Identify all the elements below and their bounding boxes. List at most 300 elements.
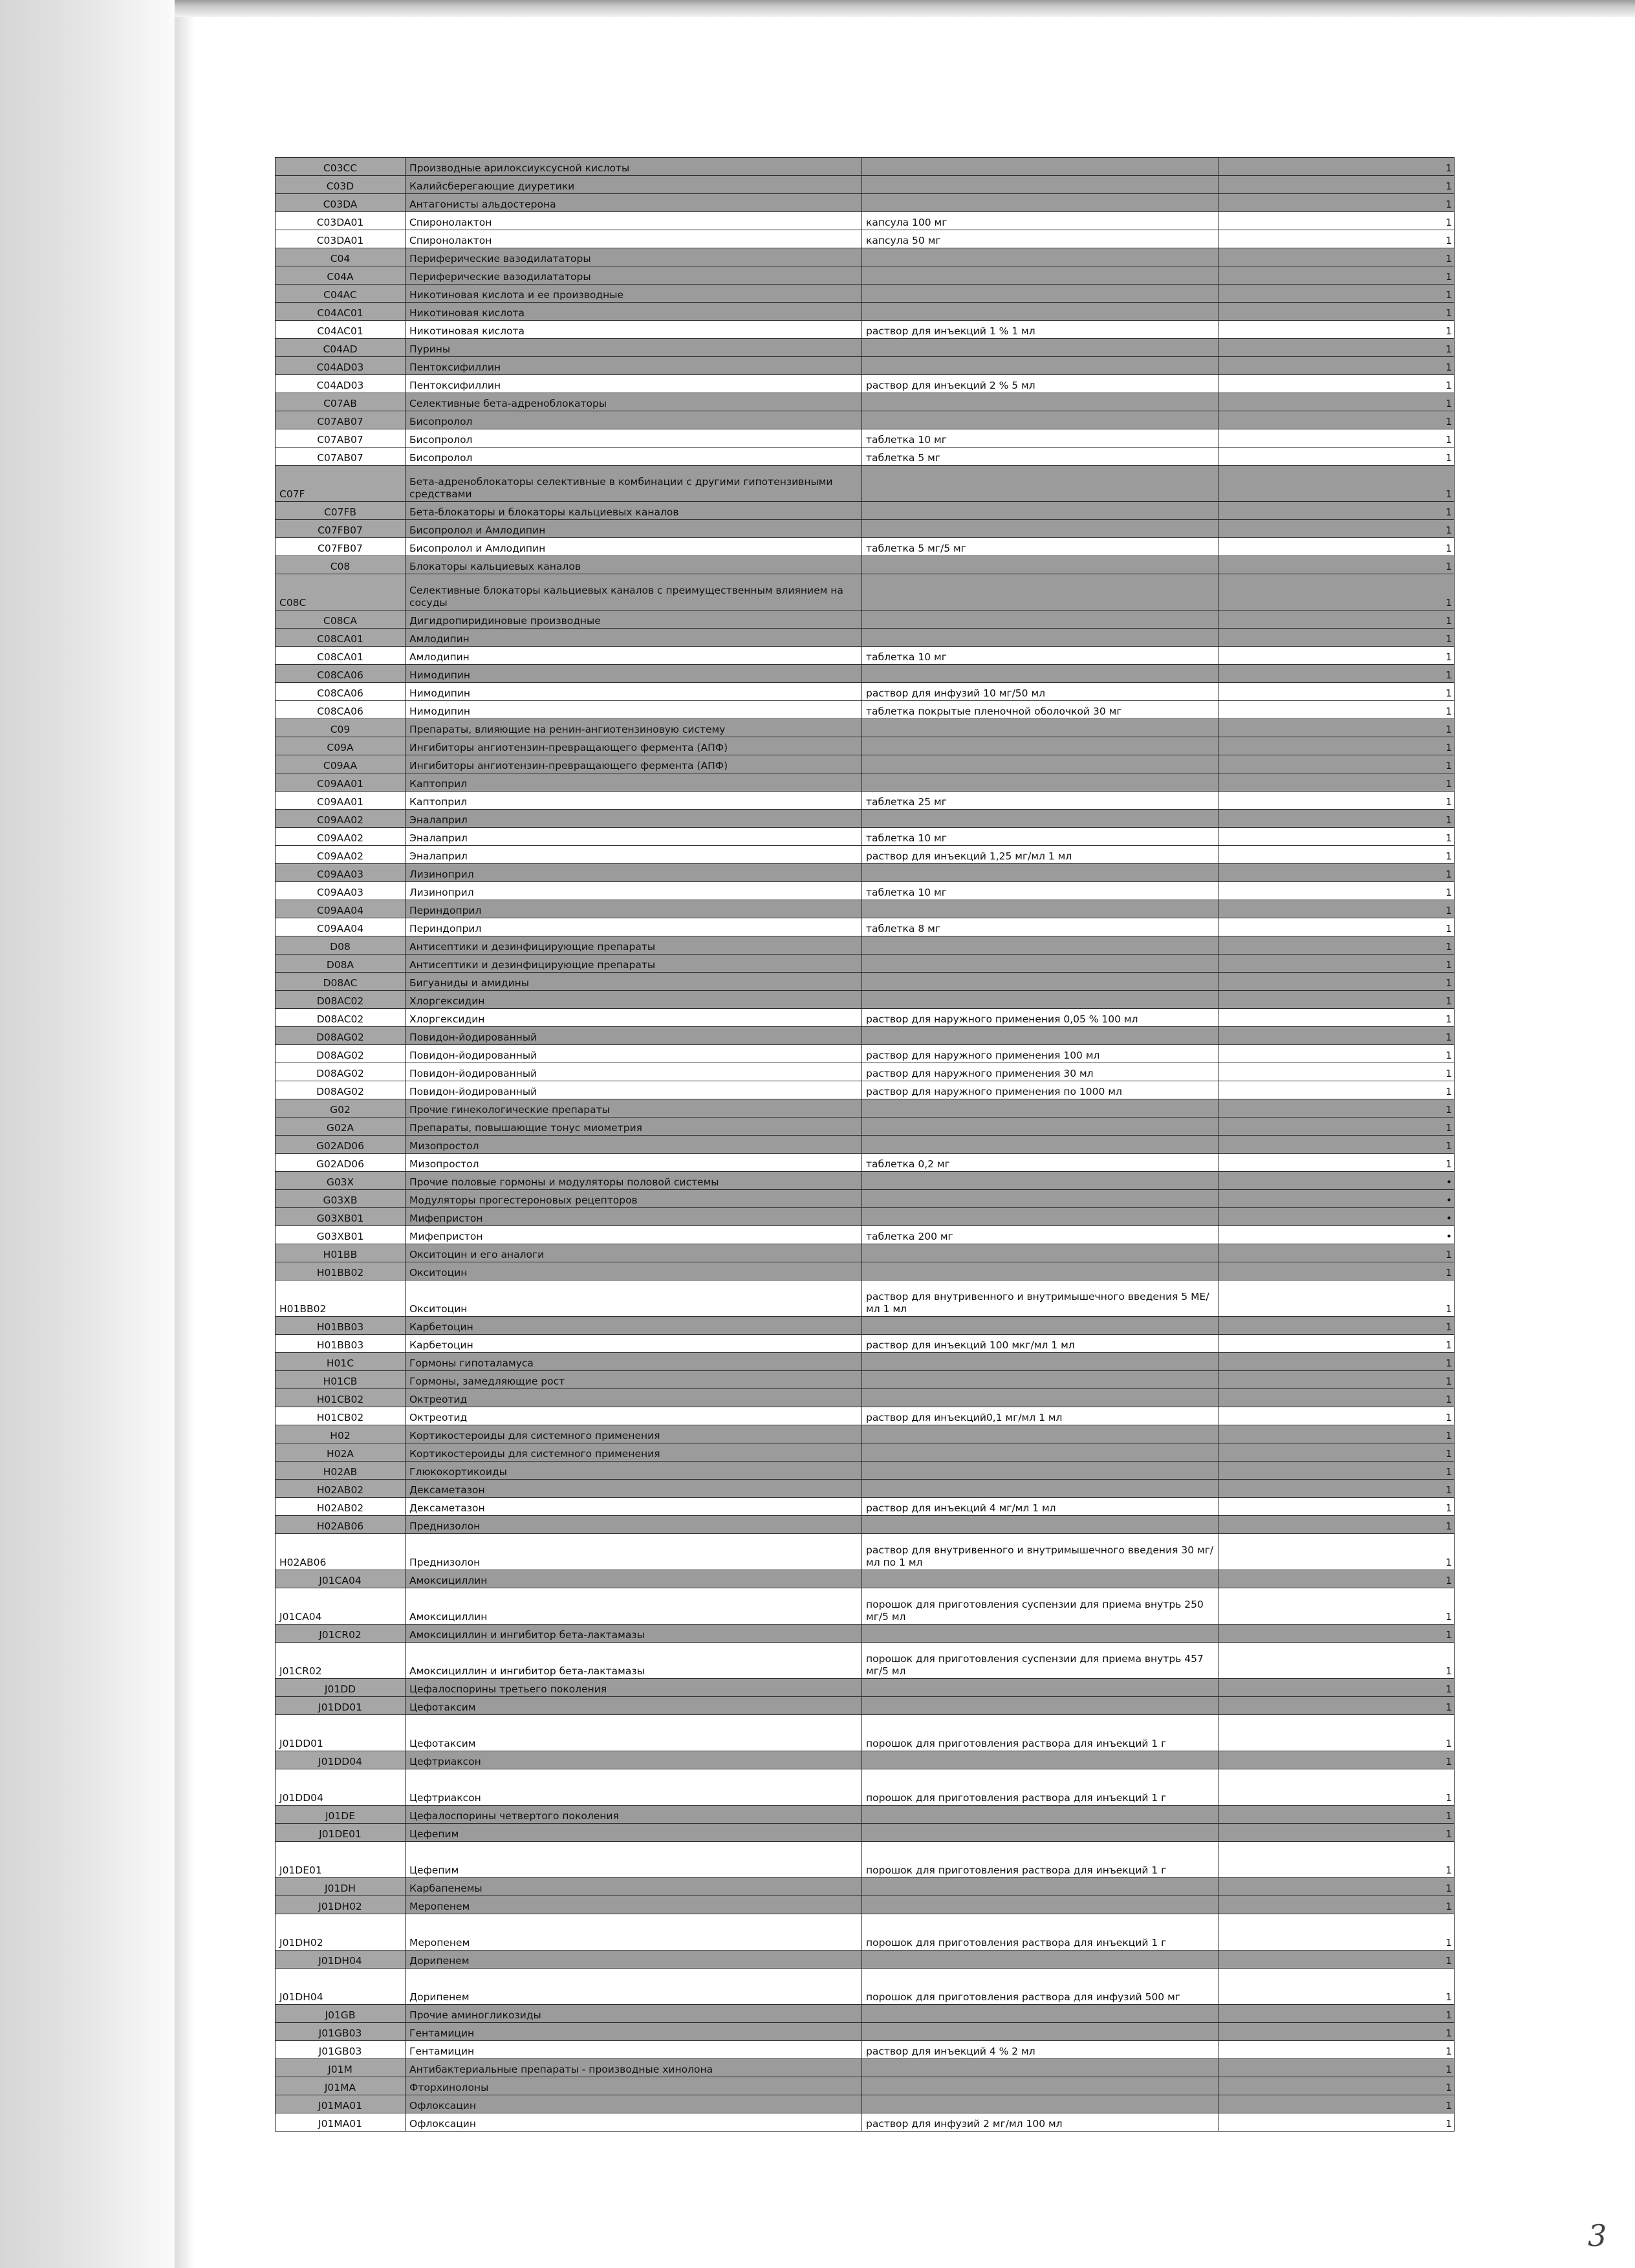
name-cell: Периферические вазодилататоры <box>406 248 862 266</box>
name-cell: Бисопролол <box>406 448 862 466</box>
qty-cell: 1 <box>1218 375 1455 393</box>
table-row <box>276 2041 1455 2059</box>
form-cell <box>862 1625 1218 1643</box>
code-cell: D08AC02 <box>276 991 406 1009</box>
qty-cell: 1 <box>1218 629 1455 647</box>
form-cell: таблетка 10 мг <box>862 647 1218 665</box>
code-cell: G02 <box>276 1099 406 1118</box>
name-cell: Селективные блокаторы кальциевых каналов с преимущественным влиянием на сосуды <box>406 574 862 610</box>
name-cell: Цефепим <box>406 1842 862 1878</box>
qty-cell: 1 <box>1218 339 1455 357</box>
qty-cell: 1 <box>1218 755 1455 773</box>
form-cell: таблетка 5 мг <box>862 448 1218 466</box>
qty-cell: 1 <box>1218 683 1455 701</box>
qty-cell: 1 <box>1218 574 1455 610</box>
name-cell: Антисептики и дезинфицирующие препараты <box>406 955 862 973</box>
table-row <box>276 955 1455 973</box>
qty-cell: 1 <box>1218 1824 1455 1842</box>
qty-cell: 1 <box>1218 1462 1455 1480</box>
code-cell: J01DE <box>276 1806 406 1824</box>
form-cell: капсула 50 мг <box>862 230 1218 248</box>
form-cell: капсула 100 мг <box>862 212 1218 230</box>
form-cell <box>862 556 1218 574</box>
qty-cell: 1 <box>1218 1570 1455 1588</box>
table-row <box>276 973 1455 991</box>
name-cell: Амоксициллин и ингибитор бета-лактамазы <box>406 1643 862 1679</box>
name-cell: Каптоприл <box>406 792 862 810</box>
table-row <box>276 1262 1455 1280</box>
name-cell: Преднизолон <box>406 1534 862 1570</box>
page-number: 3 <box>1588 2218 1607 2253</box>
code-cell: C07FB <box>276 502 406 520</box>
name-cell: Эналаприл <box>406 810 862 828</box>
code-cell: J01MA01 <box>276 2095 406 2113</box>
code-cell: J01CA04 <box>276 1570 406 1588</box>
table-row <box>276 1534 1455 1570</box>
table-row <box>276 900 1455 918</box>
qty-cell: 1 <box>1218 1914 1455 1950</box>
name-cell: Нимодипин <box>406 701 862 719</box>
qty-cell: 1 <box>1218 1842 1455 1878</box>
table-row <box>276 1425 1455 1443</box>
form-cell: раствор для инъекций 4 мг/мл 1 мл <box>862 1498 1218 1516</box>
qty-cell: 1 <box>1218 973 1455 991</box>
code-cell: C09AA04 <box>276 918 406 936</box>
form-cell: порошок для приготовления раствора для инъекций 1 г <box>862 1914 1218 1950</box>
table-row <box>276 194 1455 212</box>
code-cell: J01DD <box>276 1679 406 1697</box>
name-cell: Повидон-йодированный <box>406 1045 862 1063</box>
name-cell: Цефотаксим <box>406 1715 862 1751</box>
name-cell: Глюкокортикоиды <box>406 1462 862 1480</box>
table-row <box>276 683 1455 701</box>
name-cell: Мифепристон <box>406 1208 862 1226</box>
form-cell <box>862 1208 1218 1226</box>
form-cell <box>862 737 1218 755</box>
name-cell: Офлоксацин <box>406 2095 862 2113</box>
code-cell: J01CR02 <box>276 1643 406 1679</box>
table-row <box>276 1697 1455 1715</box>
table-row <box>276 158 1455 176</box>
qty-cell: 1 <box>1218 2077 1455 2095</box>
name-cell: Дигидропиридиновые производные <box>406 610 862 629</box>
code-cell: J01DH04 <box>276 1950 406 1969</box>
medication-table <box>275 157 1455 2132</box>
code-cell: D08A <box>276 955 406 973</box>
form-cell: порошок для приготовления раствора для инфузий 500 мг <box>862 1969 1218 2005</box>
form-cell <box>862 1824 1218 1842</box>
name-cell: Мизопростол <box>406 1136 862 1154</box>
form-cell <box>862 303 1218 321</box>
form-cell <box>862 1679 1218 1697</box>
name-cell: Фторхинолоны <box>406 2077 862 2095</box>
table-row <box>276 936 1455 955</box>
name-cell: Хлоргексидин <box>406 991 862 1009</box>
table-row <box>276 610 1455 629</box>
code-cell: C09AA02 <box>276 810 406 828</box>
code-cell: C07AB07 <box>276 429 406 448</box>
qty-cell: 1 <box>1218 1371 1455 1389</box>
table-row <box>276 538 1455 556</box>
table-row <box>276 1244 1455 1262</box>
table-row <box>276 1154 1455 1172</box>
form-cell <box>862 1027 1218 1045</box>
scan-shadow-edge <box>175 0 194 2268</box>
qty-cell: 1 <box>1218 1498 1455 1516</box>
form-cell <box>862 2095 1218 2113</box>
form-cell <box>862 2059 1218 2077</box>
name-cell: Цефалоспорины третьего поколения <box>406 1679 862 1697</box>
form-cell <box>862 2005 1218 2023</box>
code-cell: D08AG02 <box>276 1027 406 1045</box>
qty-cell: 1 <box>1218 1516 1455 1534</box>
scan-shadow-left <box>0 0 194 2268</box>
form-cell: таблетка 10 мг <box>862 429 1218 448</box>
table-row <box>276 1118 1455 1136</box>
name-cell: Хлоргексидин <box>406 1009 862 1027</box>
name-cell: Амоксициллин <box>406 1570 862 1588</box>
qty-cell: 1 <box>1218 1118 1455 1136</box>
name-cell: Дексаметазон <box>406 1498 862 1516</box>
qty-cell: 1 <box>1218 429 1455 448</box>
table-row <box>276 1969 1455 2005</box>
table-row <box>276 1081 1455 1099</box>
form-cell <box>862 1878 1218 1896</box>
code-cell: J01GB <box>276 2005 406 2023</box>
code-cell: H01BB03 <box>276 1317 406 1335</box>
form-cell <box>862 1371 1218 1389</box>
table-row <box>276 792 1455 810</box>
code-cell: C04AC <box>276 285 406 303</box>
qty-cell: 1 <box>1218 520 1455 538</box>
form-cell <box>862 2077 1218 2095</box>
table-row <box>276 991 1455 1009</box>
table-row <box>276 2059 1455 2077</box>
form-cell <box>862 520 1218 538</box>
form-cell: порошок для приготовления суспензии для приема внутрь 457 мг/5 мл <box>862 1643 1218 1679</box>
code-cell: J01DE01 <box>276 1842 406 1878</box>
name-cell: Бисопролол <box>406 411 862 429</box>
qty-cell: 1 <box>1218 2041 1455 2059</box>
name-cell: Карбетоцин <box>406 1317 862 1335</box>
qty-cell: 1 <box>1218 1878 1455 1896</box>
table-row <box>276 248 1455 266</box>
name-cell: Меропенем <box>406 1896 862 1914</box>
name-cell: Карбетоцин <box>406 1335 862 1353</box>
name-cell: Кортикостероиды для системного применения <box>406 1443 862 1462</box>
name-cell: Бисопролол и Амлодипин <box>406 538 862 556</box>
qty-cell: 1 <box>1218 864 1455 882</box>
name-cell: Антибактериальные препараты - производные хинолона <box>406 2059 862 2077</box>
code-cell: H02AB06 <box>276 1534 406 1570</box>
qty-cell: 1 <box>1218 357 1455 375</box>
qty-cell: 1 <box>1218 411 1455 429</box>
qty-cell: 1 <box>1218 502 1455 520</box>
form-cell: таблетка 10 мг <box>862 828 1218 846</box>
name-cell: Нимодипин <box>406 665 862 683</box>
table-row <box>276 1063 1455 1081</box>
form-cell <box>862 1172 1218 1190</box>
name-cell: Модуляторы прогестероновых рецепторов <box>406 1190 862 1208</box>
code-cell: C07AB07 <box>276 448 406 466</box>
qty-cell: • <box>1218 1208 1455 1226</box>
name-cell: Эналаприл <box>406 828 862 846</box>
code-cell: H01BB02 <box>276 1262 406 1280</box>
name-cell: Спиронолактон <box>406 212 862 230</box>
code-cell: H01CB02 <box>276 1389 406 1407</box>
code-cell: C08CA01 <box>276 629 406 647</box>
table-row <box>276 882 1455 900</box>
name-cell: Прочие аминогликозиды <box>406 2005 862 2023</box>
form-cell <box>862 393 1218 411</box>
qty-cell: 1 <box>1218 882 1455 900</box>
qty-cell: 1 <box>1218 1697 1455 1715</box>
form-cell <box>862 1806 1218 1824</box>
qty-cell: 1 <box>1218 212 1455 230</box>
form-cell: раствор для инъекций 2 % 5 мл <box>862 375 1218 393</box>
name-cell: Цефтриаксон <box>406 1769 862 1806</box>
qty-cell: 1 <box>1218 466 1455 502</box>
code-cell: J01DD04 <box>276 1751 406 1769</box>
table-row <box>276 375 1455 393</box>
table-row <box>276 1172 1455 1190</box>
qty-cell: 1 <box>1218 1425 1455 1443</box>
code-cell: C09AA02 <box>276 846 406 864</box>
form-cell <box>862 1751 1218 1769</box>
name-cell: Мифепристон <box>406 1226 862 1244</box>
qty-cell: 1 <box>1218 303 1455 321</box>
code-cell: C07FB07 <box>276 538 406 556</box>
qty-cell: 1 <box>1218 2095 1455 2113</box>
qty-cell: 1 <box>1218 1534 1455 1570</box>
qty-cell: 1 <box>1218 1244 1455 1262</box>
form-cell: таблетка покрытые пленочной оболочкой 30 мг <box>862 701 1218 719</box>
name-cell: Периферические вазодилататоры <box>406 266 862 285</box>
form-cell: таблетка 0,2 мг <box>862 1154 1218 1172</box>
qty-cell: 1 <box>1218 846 1455 864</box>
name-cell: Ингибиторы ангиотензин-превращающего фермента (АПФ) <box>406 737 862 755</box>
form-cell <box>862 1389 1218 1407</box>
code-cell: J01CA04 <box>276 1588 406 1625</box>
code-cell: G02A <box>276 1118 406 1136</box>
form-cell <box>862 1099 1218 1118</box>
name-cell: Калийсберегающие диуретики <box>406 176 862 194</box>
code-cell: C08CA06 <box>276 701 406 719</box>
qty-cell: 1 <box>1218 1480 1455 1498</box>
name-cell: Бисопролол <box>406 429 862 448</box>
form-cell: раствор для инфузий 10 мг/50 мл <box>862 683 1218 701</box>
table-row <box>276 1570 1455 1588</box>
qty-cell: 1 <box>1218 1154 1455 1172</box>
qty-cell: 1 <box>1218 610 1455 629</box>
form-cell <box>862 248 1218 266</box>
form-cell <box>862 719 1218 737</box>
table-row <box>276 1353 1455 1371</box>
qty-cell: 1 <box>1218 538 1455 556</box>
form-cell <box>862 900 1218 918</box>
form-cell: таблетка 200 мг <box>862 1226 1218 1244</box>
code-cell: J01MA01 <box>276 2113 406 2132</box>
code-cell: J01GB03 <box>276 2041 406 2059</box>
table-row <box>276 1462 1455 1480</box>
name-cell: Гентамицин <box>406 2023 862 2041</box>
code-cell: H01C <box>276 1353 406 1371</box>
table-row <box>276 2113 1455 2132</box>
table-row <box>276 1588 1455 1625</box>
name-cell: Пурины <box>406 339 862 357</box>
qty-cell: 1 <box>1218 393 1455 411</box>
form-cell: таблетка 10 мг <box>862 882 1218 900</box>
table-row <box>276 737 1455 755</box>
form-cell: раствор для инъекций 1 % 1 мл <box>862 321 1218 339</box>
form-cell <box>862 1190 1218 1208</box>
code-cell: C03DA01 <box>276 212 406 230</box>
table-row <box>276 1317 1455 1335</box>
code-cell: H01CB <box>276 1371 406 1389</box>
table-row <box>276 466 1455 502</box>
name-cell: Никотиновая кислота <box>406 321 862 339</box>
code-cell: H01BB02 <box>276 1280 406 1317</box>
table-row <box>276 864 1455 882</box>
code-cell: C09AA03 <box>276 864 406 882</box>
table-row <box>276 1335 1455 1353</box>
qty-cell: 1 <box>1218 1443 1455 1462</box>
table-row <box>276 2023 1455 2041</box>
name-cell: Селективные бета-адреноблокаторы <box>406 393 862 411</box>
code-cell: C03DA01 <box>276 230 406 248</box>
table-row <box>276 918 1455 936</box>
name-cell: Октреотид <box>406 1389 862 1407</box>
name-cell: Окситоцин <box>406 1280 862 1317</box>
qty-cell: 1 <box>1218 1335 1455 1353</box>
table-row <box>276 266 1455 285</box>
code-cell: C04AC01 <box>276 303 406 321</box>
qty-cell: 1 <box>1218 1625 1455 1643</box>
qty-cell: 1 <box>1218 665 1455 683</box>
name-cell: Амлодипин <box>406 629 862 647</box>
table-row <box>276 1824 1455 1842</box>
table-row <box>276 2005 1455 2023</box>
table-row <box>276 755 1455 773</box>
code-cell: H02AB <box>276 1462 406 1480</box>
name-cell: Лизиноприл <box>406 864 862 882</box>
name-cell: Мизопростол <box>406 1154 862 1172</box>
form-cell: порошок для приготовления раствора для инъекций 1 г <box>862 1715 1218 1751</box>
table-row <box>276 574 1455 610</box>
qty-cell: 1 <box>1218 1769 1455 1806</box>
qty-cell: 1 <box>1218 2113 1455 2132</box>
table-row <box>276 1806 1455 1824</box>
table-row <box>276 1226 1455 1244</box>
form-cell <box>862 1317 1218 1335</box>
form-cell <box>862 1697 1218 1715</box>
name-cell: Меропенем <box>406 1914 862 1950</box>
table-row <box>276 1950 1455 1969</box>
qty-cell: 1 <box>1218 701 1455 719</box>
table-row <box>276 1099 1455 1118</box>
name-cell: Октреотид <box>406 1407 862 1425</box>
qty-cell: 1 <box>1218 2059 1455 2077</box>
code-cell: J01DD01 <box>276 1715 406 1751</box>
table-row <box>276 1896 1455 1914</box>
table-row <box>276 502 1455 520</box>
qty-cell: 1 <box>1218 448 1455 466</box>
qty-cell: 1 <box>1218 1136 1455 1154</box>
name-cell: Бета-адреноблокаторы селективные в комбинации с другими гипотензивными средствами <box>406 466 862 502</box>
code-cell: C08CA <box>276 610 406 629</box>
code-cell: D08AG02 <box>276 1045 406 1063</box>
code-cell: D08AG02 <box>276 1063 406 1081</box>
table-row <box>276 1389 1455 1407</box>
table-row <box>276 810 1455 828</box>
qty-cell: 1 <box>1218 1643 1455 1679</box>
qty-cell: 1 <box>1218 1063 1455 1081</box>
name-cell: Повидон-йодированный <box>406 1081 862 1099</box>
code-cell: C09AA04 <box>276 900 406 918</box>
qty-cell: 1 <box>1218 792 1455 810</box>
name-cell: Повидон-йодированный <box>406 1063 862 1081</box>
code-cell: C07AB <box>276 393 406 411</box>
qty-cell: 1 <box>1218 176 1455 194</box>
name-cell: Спиронолактон <box>406 230 862 248</box>
name-cell: Бисопролол и Амлодипин <box>406 520 862 538</box>
table-row <box>276 411 1455 429</box>
form-cell <box>862 1896 1218 1914</box>
medication-table-container <box>275 157 1454 2132</box>
qty-cell: 1 <box>1218 719 1455 737</box>
code-cell: H01BB03 <box>276 1335 406 1353</box>
form-cell <box>862 357 1218 375</box>
code-cell: G03XB <box>276 1190 406 1208</box>
code-cell: C07AB07 <box>276 411 406 429</box>
name-cell: Ингибиторы ангиотензин-превращающего фермента (АПФ) <box>406 755 862 773</box>
code-cell: D08 <box>276 936 406 955</box>
name-cell: Прочие гинекологические препараты <box>406 1099 862 1118</box>
name-cell: Окситоцин <box>406 1262 862 1280</box>
qty-cell: • <box>1218 1226 1455 1244</box>
code-cell: C09AA01 <box>276 792 406 810</box>
code-cell: C03CC <box>276 158 406 176</box>
table-row <box>276 1498 1455 1516</box>
code-cell: H01CB02 <box>276 1407 406 1425</box>
form-cell <box>862 1480 1218 1498</box>
table-row <box>276 1679 1455 1697</box>
name-cell: Цефотаксим <box>406 1697 862 1715</box>
code-cell: J01DD04 <box>276 1769 406 1806</box>
code-cell: C08CA06 <box>276 665 406 683</box>
qty-cell: 1 <box>1218 1009 1455 1027</box>
code-cell: G02AD06 <box>276 1154 406 1172</box>
table-row <box>276 1625 1455 1643</box>
qty-cell: 1 <box>1218 1407 1455 1425</box>
form-cell: таблетка 8 мг <box>862 918 1218 936</box>
form-cell <box>862 864 1218 882</box>
table-row <box>276 230 1455 248</box>
form-cell: раствор для инъекций0,1 мг/мл 1 мл <box>862 1407 1218 1425</box>
code-cell: J01CR02 <box>276 1625 406 1643</box>
form-cell <box>862 810 1218 828</box>
form-cell <box>862 158 1218 176</box>
code-cell: C09AA03 <box>276 882 406 900</box>
form-cell: раствор для внутривенного и внутримышечного введения 30 мг/мл по 1 мл <box>862 1534 1218 1570</box>
table-row <box>276 1480 1455 1498</box>
form-cell: порошок для приготовления суспензии для приема внутрь 250 мг/5 мл <box>862 1588 1218 1625</box>
qty-cell: 1 <box>1218 1950 1455 1969</box>
qty-cell: 1 <box>1218 1896 1455 1914</box>
code-cell: H02A <box>276 1443 406 1462</box>
code-cell: C09AA01 <box>276 773 406 792</box>
code-cell: J01DD01 <box>276 1697 406 1715</box>
